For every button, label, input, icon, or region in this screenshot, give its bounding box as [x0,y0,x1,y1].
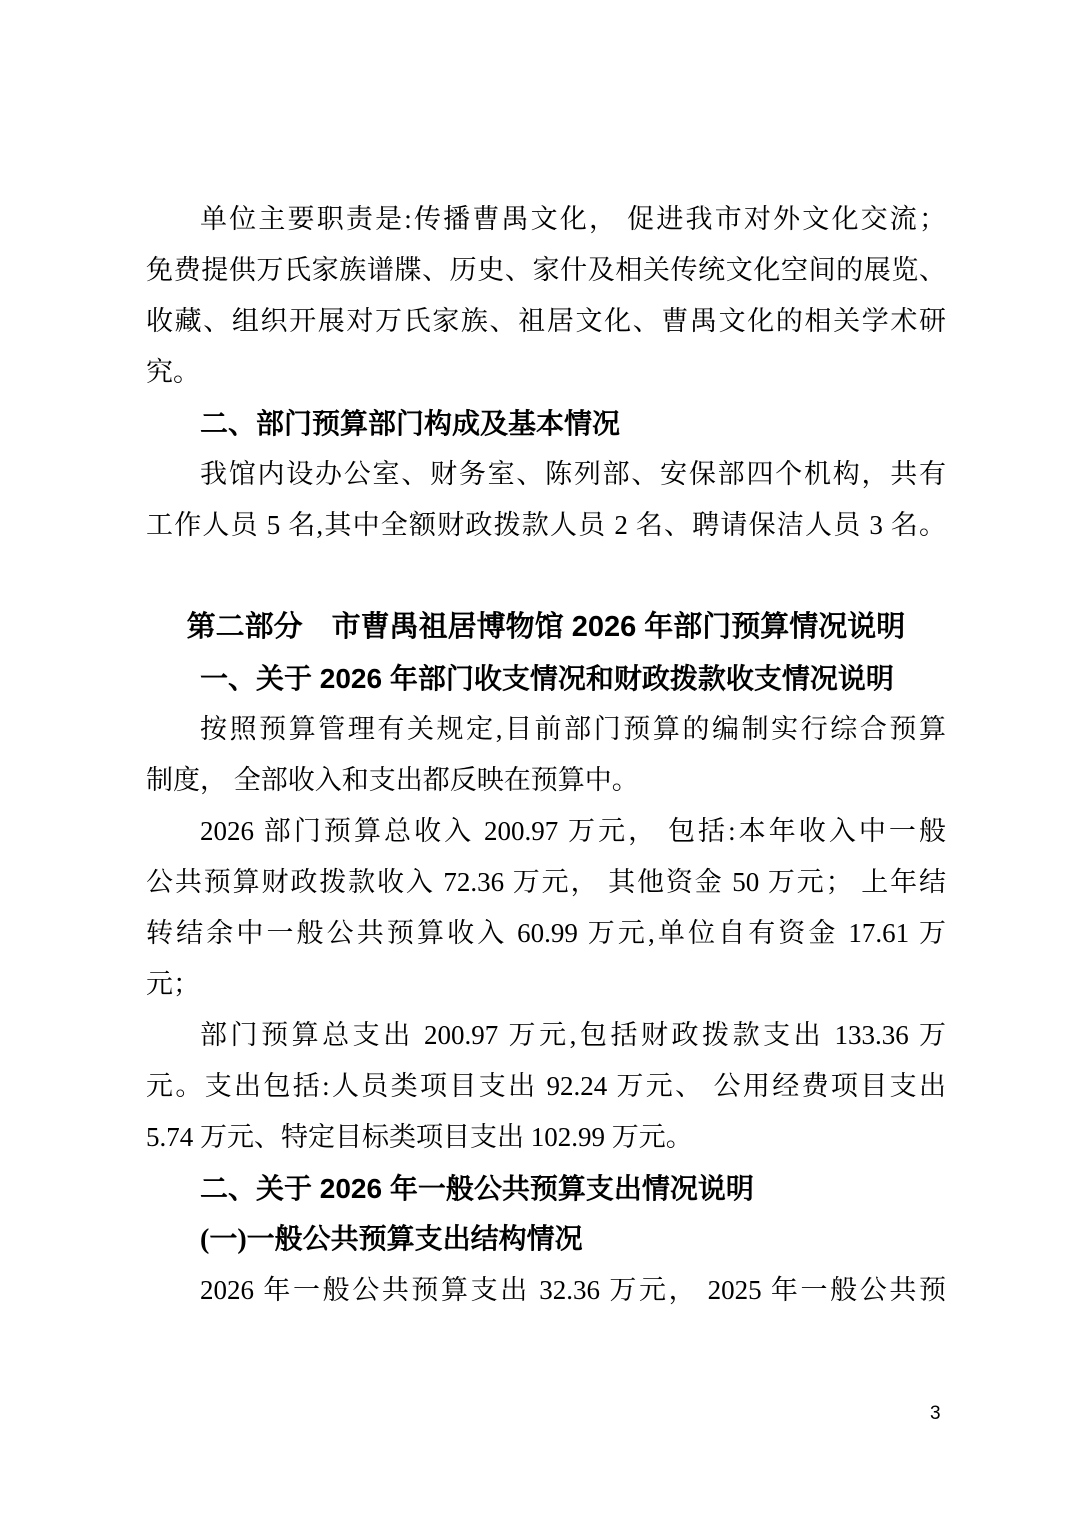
text-line: 2026 部门预算总收入 200.97 万元， 包括:本年收入中一般 [200,816,946,846]
text-line: 5.74 万元、特定目标类项目支出 102.99 万元。 [146,1122,693,1152]
text-line: 免费提供万氏家族谱牒、历史、家什及相关传统文化空间的展览、 [146,255,946,285]
heading-expense-structure: (一)一般公共预算支出结构情况 [200,1224,583,1255]
heading-income-expense: 一、关于 2026 年部门收支情况和财政拨款收支情况说明 [200,663,894,694]
text-line: 按照预算管理有关规定,目前部门预算的编制实行综合预算 [200,714,946,744]
text-line: 公共预算财政拨款收入 72.36 万元， 其他资金 50 万元； 上年结 [146,867,946,897]
text-line: 收藏、组织开展对万氏家族、祖居文化、曹禺文化的相关学术研 [146,306,946,336]
page-number: 3 [930,1403,941,1424]
text-line: 元； [146,969,200,999]
blank-line [146,551,946,602]
text-line: 究。 [146,357,200,387]
heading-budget-composition: 二、部门预算部门构成及基本情况 [200,408,621,439]
text-line: 转结余中一般公共预算收入 60.99 万元,单位自有资金 17.61 万 [146,918,946,948]
text-line: 我馆内设办公室、财务室、陈列部、安保部四个机构，共有 [200,459,946,489]
document-body [146,194,946,1316]
text-line: 制度， 全部收入和支出都反映在预算中。 [146,765,639,795]
part2-title: 第二部分 市曹禺祖居博物馆 2026 年部门预算情况说明 [186,611,906,643]
text-line: 2026 年一般公共预算支出 32.36 万元， 2025 年一般公共预 [200,1275,946,1305]
heading-public-budget-expense: 二、关于 2026 年一般公共预算支出情况说明 [200,1173,754,1204]
text-line: 部门预算总支出 200.97 万元,包括财政拨款支出 133.36 万 [200,1020,946,1050]
text-line: 单位主要职责是:传播曹禺文化， 促进我市对外文化交流； [200,204,946,234]
text-line: 元。支出包括:人员类项目支出 92.24 万元、 公用经费项目支出 [146,1071,946,1101]
text-line: 工作人员 5 名,其中全额财政拨款人员 2 名、聘请保洁人员 3 名。 [146,510,946,540]
